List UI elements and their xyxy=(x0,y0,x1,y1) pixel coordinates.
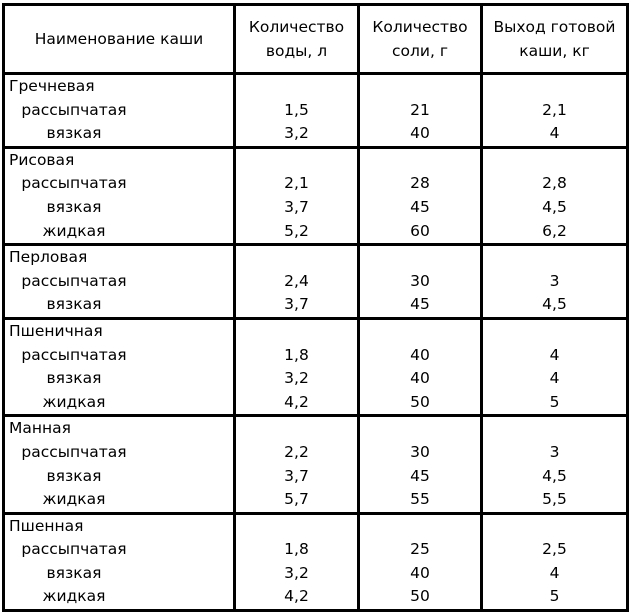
variant-name: рассыпчатая xyxy=(21,100,127,119)
water-cell xyxy=(235,74,359,148)
group-row xyxy=(4,318,628,415)
yield-cell xyxy=(482,245,628,319)
water-cell xyxy=(235,513,359,610)
blank-line xyxy=(236,246,357,270)
water-cell xyxy=(235,245,359,319)
group-row xyxy=(4,147,628,244)
blank-line xyxy=(483,515,626,539)
value: 45 xyxy=(410,466,430,485)
value: 4,5 xyxy=(542,466,567,485)
value: 2,2 xyxy=(284,442,309,461)
porridge-table xyxy=(2,3,629,612)
value: 2,8 xyxy=(542,174,567,193)
yield-cell xyxy=(482,416,628,513)
group-name: Перловая xyxy=(9,248,88,267)
salt-cell xyxy=(359,513,482,610)
value: 50 xyxy=(410,587,430,606)
value: 5,5 xyxy=(542,490,567,509)
value: 4 xyxy=(549,563,560,582)
water-cell xyxy=(235,416,359,513)
group-name: Гречневая xyxy=(9,77,95,95)
water-cell xyxy=(235,147,359,244)
blank-line xyxy=(483,75,626,99)
value: 45 xyxy=(410,295,430,314)
yield-cell xyxy=(482,513,628,610)
group-row xyxy=(4,416,628,513)
variant-name: рассыпчатая xyxy=(21,540,127,559)
value: 5 xyxy=(549,587,560,606)
salt-cell xyxy=(359,74,482,148)
value: 3,2 xyxy=(284,369,309,388)
group-name: Пшеничная xyxy=(9,321,103,340)
value: 55 xyxy=(410,490,430,509)
group-name: Манная xyxy=(9,419,71,438)
value: 5,7 xyxy=(284,490,309,509)
blank-line xyxy=(236,149,357,173)
header-salt xyxy=(359,5,482,74)
salt-cell xyxy=(359,318,482,415)
group-name: Пшенная xyxy=(9,516,84,535)
value: 4 xyxy=(549,345,560,364)
value: 28 xyxy=(410,174,430,193)
value: 30 xyxy=(410,271,430,290)
value: 3,7 xyxy=(284,295,309,314)
salt-cell xyxy=(359,147,482,244)
name-cell xyxy=(4,513,235,610)
value: 21 xyxy=(410,100,430,119)
name-cell xyxy=(4,245,235,319)
value: 3,2 xyxy=(284,124,309,143)
value: 2,5 xyxy=(542,540,567,559)
variant-name: жидкая xyxy=(42,587,106,606)
variant-name: жидкая xyxy=(42,221,106,240)
group-row xyxy=(4,245,628,319)
value: 50 xyxy=(410,392,430,411)
blank-line xyxy=(360,149,480,173)
value: 3,7 xyxy=(284,197,309,216)
yield-cell xyxy=(482,147,628,244)
value: 30 xyxy=(410,442,430,461)
value: 25 xyxy=(410,540,430,559)
name-cell xyxy=(4,74,235,148)
blank-line xyxy=(236,320,357,344)
header-yield xyxy=(482,5,628,74)
blank-line xyxy=(360,417,480,441)
value: 5 xyxy=(549,392,560,411)
header-yield-text: Выход готовой каши, кг xyxy=(493,18,616,60)
blank-line xyxy=(236,515,357,539)
value: 60 xyxy=(410,221,430,240)
name-cell xyxy=(4,416,235,513)
name-cell xyxy=(4,147,235,244)
value: 3,2 xyxy=(284,563,309,582)
variant-name: рассыпчатая xyxy=(21,442,127,461)
header-name: Наименование каши xyxy=(4,5,235,74)
value: 40 xyxy=(410,345,430,364)
header-row xyxy=(4,5,628,74)
group-row xyxy=(4,74,628,148)
variant-name: жидкая xyxy=(42,490,106,509)
variant-name: вязкая xyxy=(46,466,102,485)
value: 1,5 xyxy=(284,100,309,119)
yield-cell xyxy=(482,318,628,415)
variant-name: вязкая xyxy=(46,197,102,216)
value: 2,4 xyxy=(284,271,309,290)
blank-line xyxy=(360,75,480,99)
blank-line xyxy=(360,515,480,539)
value: 4,5 xyxy=(542,197,567,216)
value: 4 xyxy=(549,369,560,388)
header-water-text: Количество воды, л xyxy=(248,18,345,60)
variant-name: жидкая xyxy=(42,392,106,411)
value: 1,8 xyxy=(284,540,309,559)
variant-name: рассыпчатая xyxy=(21,345,127,364)
yield-cell xyxy=(482,74,628,148)
blank-line xyxy=(483,149,626,173)
value: 2,1 xyxy=(542,100,567,119)
name-cell xyxy=(4,318,235,415)
water-cell xyxy=(235,318,359,415)
value: 2,1 xyxy=(284,174,309,193)
value: 4,2 xyxy=(284,587,309,606)
blank-line xyxy=(483,246,626,270)
value: 4 xyxy=(549,124,560,143)
blank-line xyxy=(236,417,357,441)
value: 40 xyxy=(410,124,430,143)
variant-name: вязкая xyxy=(46,295,102,314)
value: 40 xyxy=(410,369,430,388)
header-salt-text: Количество соли, г xyxy=(372,18,468,60)
salt-cell xyxy=(359,416,482,513)
variant-name: вязкая xyxy=(46,563,102,582)
value: 5,2 xyxy=(284,221,309,240)
value: 4,2 xyxy=(284,392,309,411)
salt-cell xyxy=(359,245,482,319)
blank-line xyxy=(360,320,480,344)
value: 1,8 xyxy=(284,345,309,364)
blank-line xyxy=(236,75,357,99)
value: 3,7 xyxy=(284,466,309,485)
blank-line xyxy=(483,417,626,441)
value: 3 xyxy=(549,271,560,290)
value: 45 xyxy=(410,197,430,216)
group-row xyxy=(4,513,628,610)
value: 4,5 xyxy=(542,295,567,314)
header-water xyxy=(235,5,359,74)
variant-name: рассыпчатая xyxy=(21,271,127,290)
blank-line xyxy=(360,246,480,270)
value: 6,2 xyxy=(542,221,567,240)
blank-line xyxy=(483,320,626,344)
variant-name: вязкая xyxy=(46,124,102,143)
variant-name: рассыпчатая xyxy=(21,174,127,193)
value: 3 xyxy=(549,442,560,461)
value: 40 xyxy=(410,563,430,582)
variant-name: вязкая xyxy=(46,369,102,388)
group-name: Рисовая xyxy=(9,150,75,169)
